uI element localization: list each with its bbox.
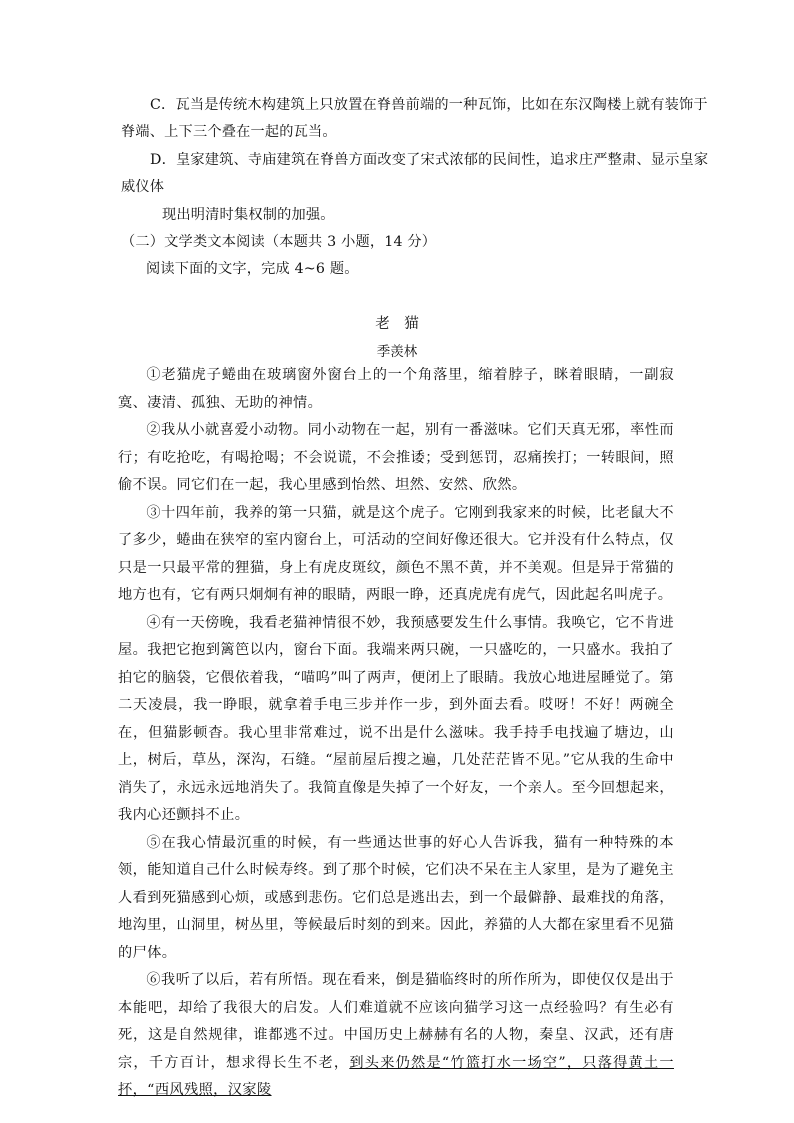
section-header: （二）文学类文本阅读（本题共 3 小题，14 分） [121,234,437,250]
paragraph-4: ④有一天傍晚，我看老猫神情很不妙，我预感要发生什么事情。我唤它，它不肯进屋。我把它抱到篱笆以内，窗台下面。我端来两只碗，一只盛吃的，一只盛水。我拍了拍它的脑袋，它偎依着我，“喵呜”叫了两声，便闭上了眼睛。我放心地进屋睡觉了。第二天凌晨，我一睁眼，就拿着手电三步并作一步，到外面去看。哎呀！不好！两碗全在，但猫影顿杳。我心里非常难过，说不出是什么滋味。我手持手电找遍了塘边，山上，树后，草丛，深沟，石缝。“屋前屋后搜之遍，几处茫茫皆不见。”它从我的生命中消失了，永远永远地消失了。我简直像是失掉了一个好友，一个亲人。至今回想起来，我内心还颤抖不止。 [118,614,674,823]
option-d-line-2: 威仪体 [121,179,165,195]
article-author: 季羡林 [376,344,418,360]
reading-instruction: 阅读下面的文字，完成 4~6 题。 [146,261,359,277]
option-d-line-1: D．皇家建筑、寺庙建筑在脊兽方面改变了宋式浓郁的民间性，追求庄严整肃、显示皇家 [150,152,709,168]
article-body [118,362,674,1105]
paragraph-3: ③十四年前，我养的第一只猫，就是这个虎子。它刚到我家来的时候，比老鼠大不了多少，蜷曲在狭窄的室内窗台上，可活动的空间好像还很大。它并没有什么特点，仅只是一只最平常的狸猫，身上有虎皮斑纹，颜色不黑不黄，并不美观。但是异于常猫的地方也有，它有两只炯炯有神的眼睛，两眼一睁，还真虎虎有虎气，因此起名叫虎子。 [118,504,674,603]
option-d-line-3: 现出明清时集权制的加强。 [162,207,335,223]
paragraph-5: ⑤在我心情最沉重的时候，有一些通达世事的好心人告诉我，猫有一种特殊的本领，能知道自己什么时候寿终。到了那个时候，它们决不呆在主人家里，是为了避免主人看到死猫感到心烦，或感到悲伤。它们总是逃出去，到一个最僻静、最难找的角落，地沟里，山洞里，树丛里，等候最后时刻的到来。因此，养猫的人大都在家里看不见猫的尸体。 [118,834,674,961]
paragraph-6-text: ⑥我听了以后，若有所悟。现在看来，倒是猫临终时的所作所为，即使仅仅是出于本能吧，却给了我很大的启发。人们难道就不应该向猫学习这一点经验吗？有生必有死，这是自然规律，谁都逃不过。中国历史上赫赫有名的人物，秦皇、汉武，还有唐宗，千方百计，想求得长生不老， [118,972,674,1071]
paragraph-2: ②我从小就喜爱小动物。同小动物在一起，别有一番滋味。它们天真无邪，率性而行；有吃抢吃，有喝抢喝；不会说谎，不会推诿；受到惩罚，忍痛挨打；一转眼间，照偷不误。同它们在一起，我心里感到怡然、坦然、安然、欣然。 [118,422,674,493]
option-c-line-1: C．瓦当是传统木构建筑上只放置在脊兽前端的一种瓦饰，比如在东汉陶楼上就有装饰于 [150,97,708,113]
article-title: 老 猫 [375,316,419,332]
paragraph-6-underlined-text: 到头来仍然是“竹篮打水一场空”，只落得黄土一抔，“西风残照，汉家陵 [118,1054,674,1098]
paragraph-1: ①老猫虎子蜷曲在玻璃窗外窗台上的一个角落里，缩着脖子，眯着眼睛，一副寂寞、凄清、孤独、无助的神情。 [118,367,674,411]
option-c-line-2: 脊端、上下三个叠在一起的瓦当。 [121,124,337,140]
paragraph-6 [118,967,674,1105]
